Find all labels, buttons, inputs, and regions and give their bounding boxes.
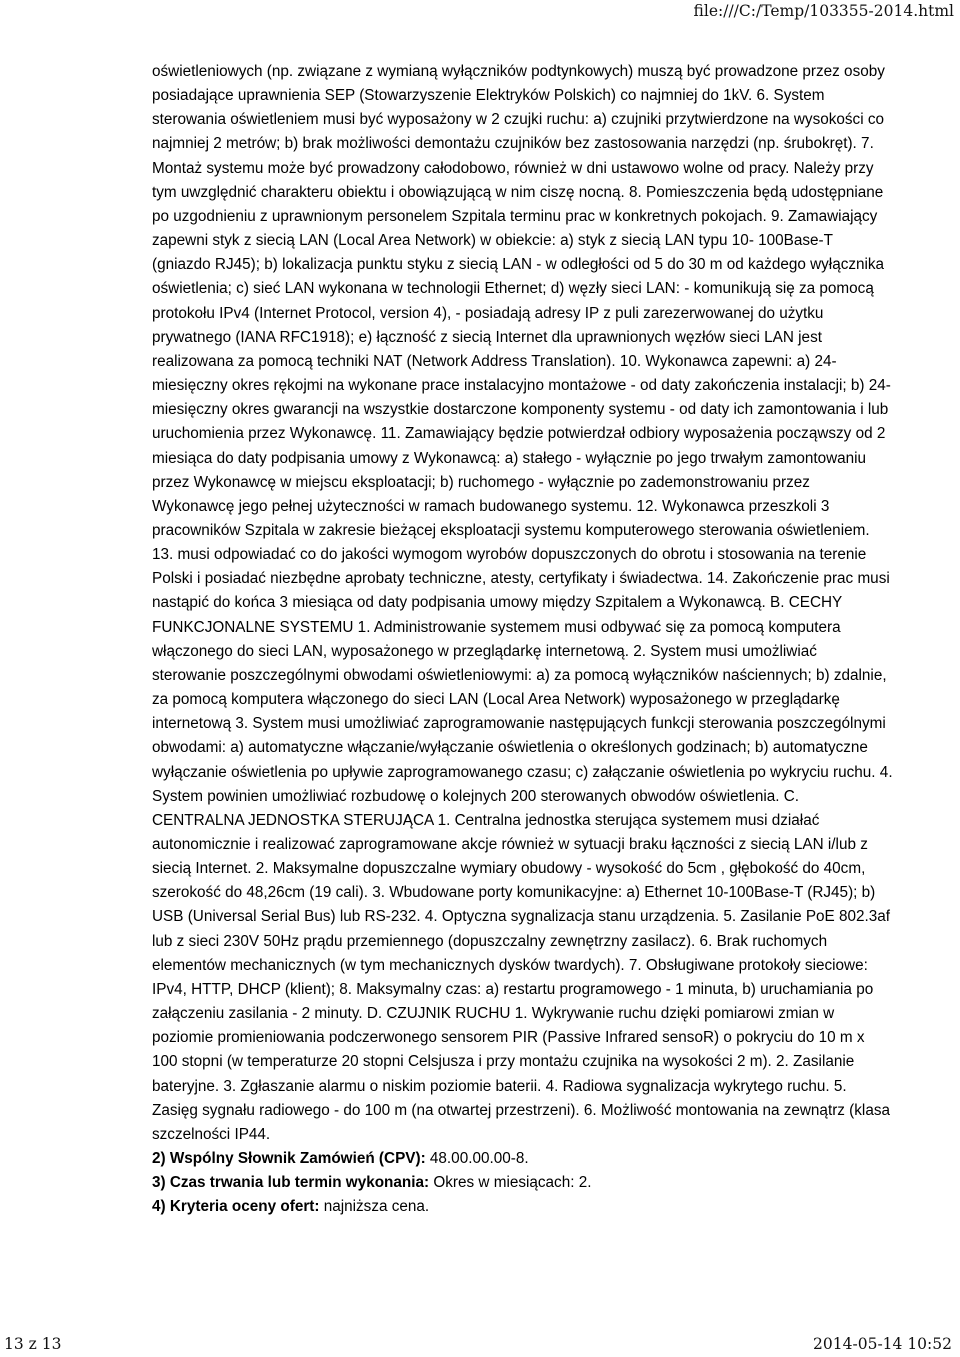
- cpv-label: 2) Wspólny Słownik Zamówień (CPV):: [152, 1150, 426, 1168]
- criteria-value: najniższa cena.: [319, 1198, 430, 1216]
- page-number: 13 z 13: [4, 1335, 62, 1353]
- body-text: oświetleniowych (np. związane z wymianą wyłączników podtynkowych) muszą być prowadzone przez osoby posiadające uprawnienia SEP (Stowarzyszenie Elektryków Polskich) co najmniej do 1kV. 6. System sterowania oświetleniem musi być wyposażony w 2 czujki ruchu: a) czujniki przytwierdzone na wysokości co najmniej 2 metrów; b) brak możliwości demontażu czujników bez zastosowania narzędzi (np. śrubokręt). 7. Montaż systemu może być prowadzony całodobowo, również w dni ustawowo wolne od pracy. Należy przy tym uwzględnić charakteru obiektu i obowiązującą w nim ciszę nocną. 8. Pomieszczenia będą udostępniane po uzgodnieniu z uprawnionym personelem Szpitala terminu prac w konkretnych pokojach. 9. Zamawiający zapewni styk z siecią LAN (Local Area Network) w obiekcie: a) styk z siecią LAN typu 10- 100Base-T (gniazdo RJ45); b) lokalizacja punktu styku z siecią LAN - w odległości od 5 do 30 m od każdego wyłącznika oświetlenia; c) sieć LAN wykonana w technologii Ethernet; d) węzły sieci LAN: - komunikują się za pomocą protokołu IPv4 (Internet Protocol, version 4), - posiadają adresy IP z puli zarezerwowanej do użytku prywatnego (IANA RFC1918); e) łączność z siecią Internet dla uprawnionych węzłów sieci LAN jest realizowana za pomocą techniki NAT (Network Address Translation). 10. Wykonawca zapewni: a) 24-miesięczny okres rękojmi na wykonane prace instalacyjno montażowe - od daty zakończenia instalacji; b) 24-miesięczny okres gwarancji na wszystkie dostarczone komponenty systemu - od daty ich zamontowania i lub uruchomienia przez Wykonawcę. 11. Zamawiający będzie potwierdzał odbiory wyposażenia począwszy od 2 miesiąca do daty podpisania umowy z Wykonawcą: a) stałego - wyłącznie po jego trwałym zamontowaniu przez Wykonawcę w miejscu eksploatacji; b) ruchomego - wyłącznie po zademonstrowaniu przez Wykonawcę jego pełnej użyteczności w ramach budowanego systemu. 12. Wykonawca przeszkoli 3 pracowników Szpitala w zakresie bieżącej eksploatacji systemu komputerowego sterowania oświetleniem. 13. musi odpowiadać co do jakości wymogom wyrobów dopuszczonych do obrotu i stosowania na terenie Polski i posiadać niezbędne aprobaty techniczne, atesty, certyfikaty i świadectwa. 14. Zakończenie prac musi nastąpić do końca 3 miesiąca od daty podpisania umowy między Szpitalem a Wykonawcą. B. CECHY FUNKCJONALNE SYSTEMU 1. Administrowanie systemem musi odbywać się za pomocą komputera włączonego do sieci LAN, wyposażonego w przeglądarkę internetową. 2. System musi umożliwiać sterowanie poszczególnymi obwodami oświetleniowymi: a) za pomocą wyłączników naściennych; b) zdalnie, za pomocą komputera włączonego do sieci LAN (Local Area Network) wyposażonego w przeglądarkę internetową 3. System musi umożliwiać zaprogramowanie następujących funkcji sterowania poszczególnymi obwodami: a) automatyczne włączanie/wyłączanie oświetlenia o określonych godzinach; b) automatyczne wyłączanie oświetlenia po upływie zaprogramowanego czasu; c) załączanie oświetlenia po wykryciu ruchu. 4. System powinien umożliwiać rozbudowę o kolejnych 200 sterowanych obwodów oświetlenia. C. CENTRALNA JEDNOSTKA STERUJĄCA 1. Centralna jednostka sterująca systemem musi działać autonomicznie i realizować zaprogramowane akcje również w sytuacji braku łączności z siecią LAN i/lub z siecią Internet. 2. Maksymalne dopuszczalne wymiary obudowy - wysokość do 5cm , głębokość do 40cm, szerokość do 48,26cm (19 cali). 3. Wbudowane porty komunikacyjne: a) Ethernet 10-100Base-T (RJ45); b) USB (Universal Serial Bus) lub RS-232. 4. Optyczna sygnalizacja stanu urządzenia. 5. Zasilanie PoE 802.3af lub z sieci 230V 50Hz prądu przemiennego (dopuszczalny zewnętrzny zasilacz). 6. Brak ruchomych elementów mechanicznych (w tym mechanicznych dysków twardych). 7. Obsługiwane protokoły sieciowe: IPv4, HTTP, DHCP (klient); 8. Maksymalny czas: a) restartu programowego - 1 minuta, b) uruchamiania po załączeniu zasilania - 2 minuty. D. CZUJNIK RUCHU 1. Wykrywanie ruchu dzięki pomiarowi zmian w poziomie promieniowania podczerwonego sensorem PIR (Passive Infrared sensoR) o pokryciu do 10 m x 100 stopni (w temperaturze 20 stopni Celsjusza i przy montażu czujnika na wysokości 2 m). 2. Zasilanie bateryjne. 3. Zgłaszanie alarmu o niskim poziomie baterii. 4. Radiowa sygnalizacja wykrytego ruchu. 5. Zasięg sygnału radiowego - do 100 m (na otwartej przestrzeni). 6. Możliwość montowania na zewnątrz (klasa szczelności IP44.: [152, 63, 893, 1143]
- criteria-line: [152, 1195, 894, 1219]
- cpv-line: [152, 1147, 894, 1171]
- cpv-value: 48.00.00.00-8.: [425, 1150, 529, 1168]
- document-content: [152, 60, 894, 1220]
- criteria-label: 4) Kryteria oceny ofert:: [152, 1198, 320, 1216]
- page-url: file:///C:/Temp/103355-2014.html: [693, 2, 954, 20]
- duration-label: 3) Czas trwania lub termin wykonania:: [152, 1174, 430, 1192]
- duration-value: Okres w miesiącach: 2.: [429, 1174, 592, 1192]
- print-timestamp: 2014-05-14 10:52: [813, 1335, 952, 1353]
- duration-line: [152, 1171, 894, 1195]
